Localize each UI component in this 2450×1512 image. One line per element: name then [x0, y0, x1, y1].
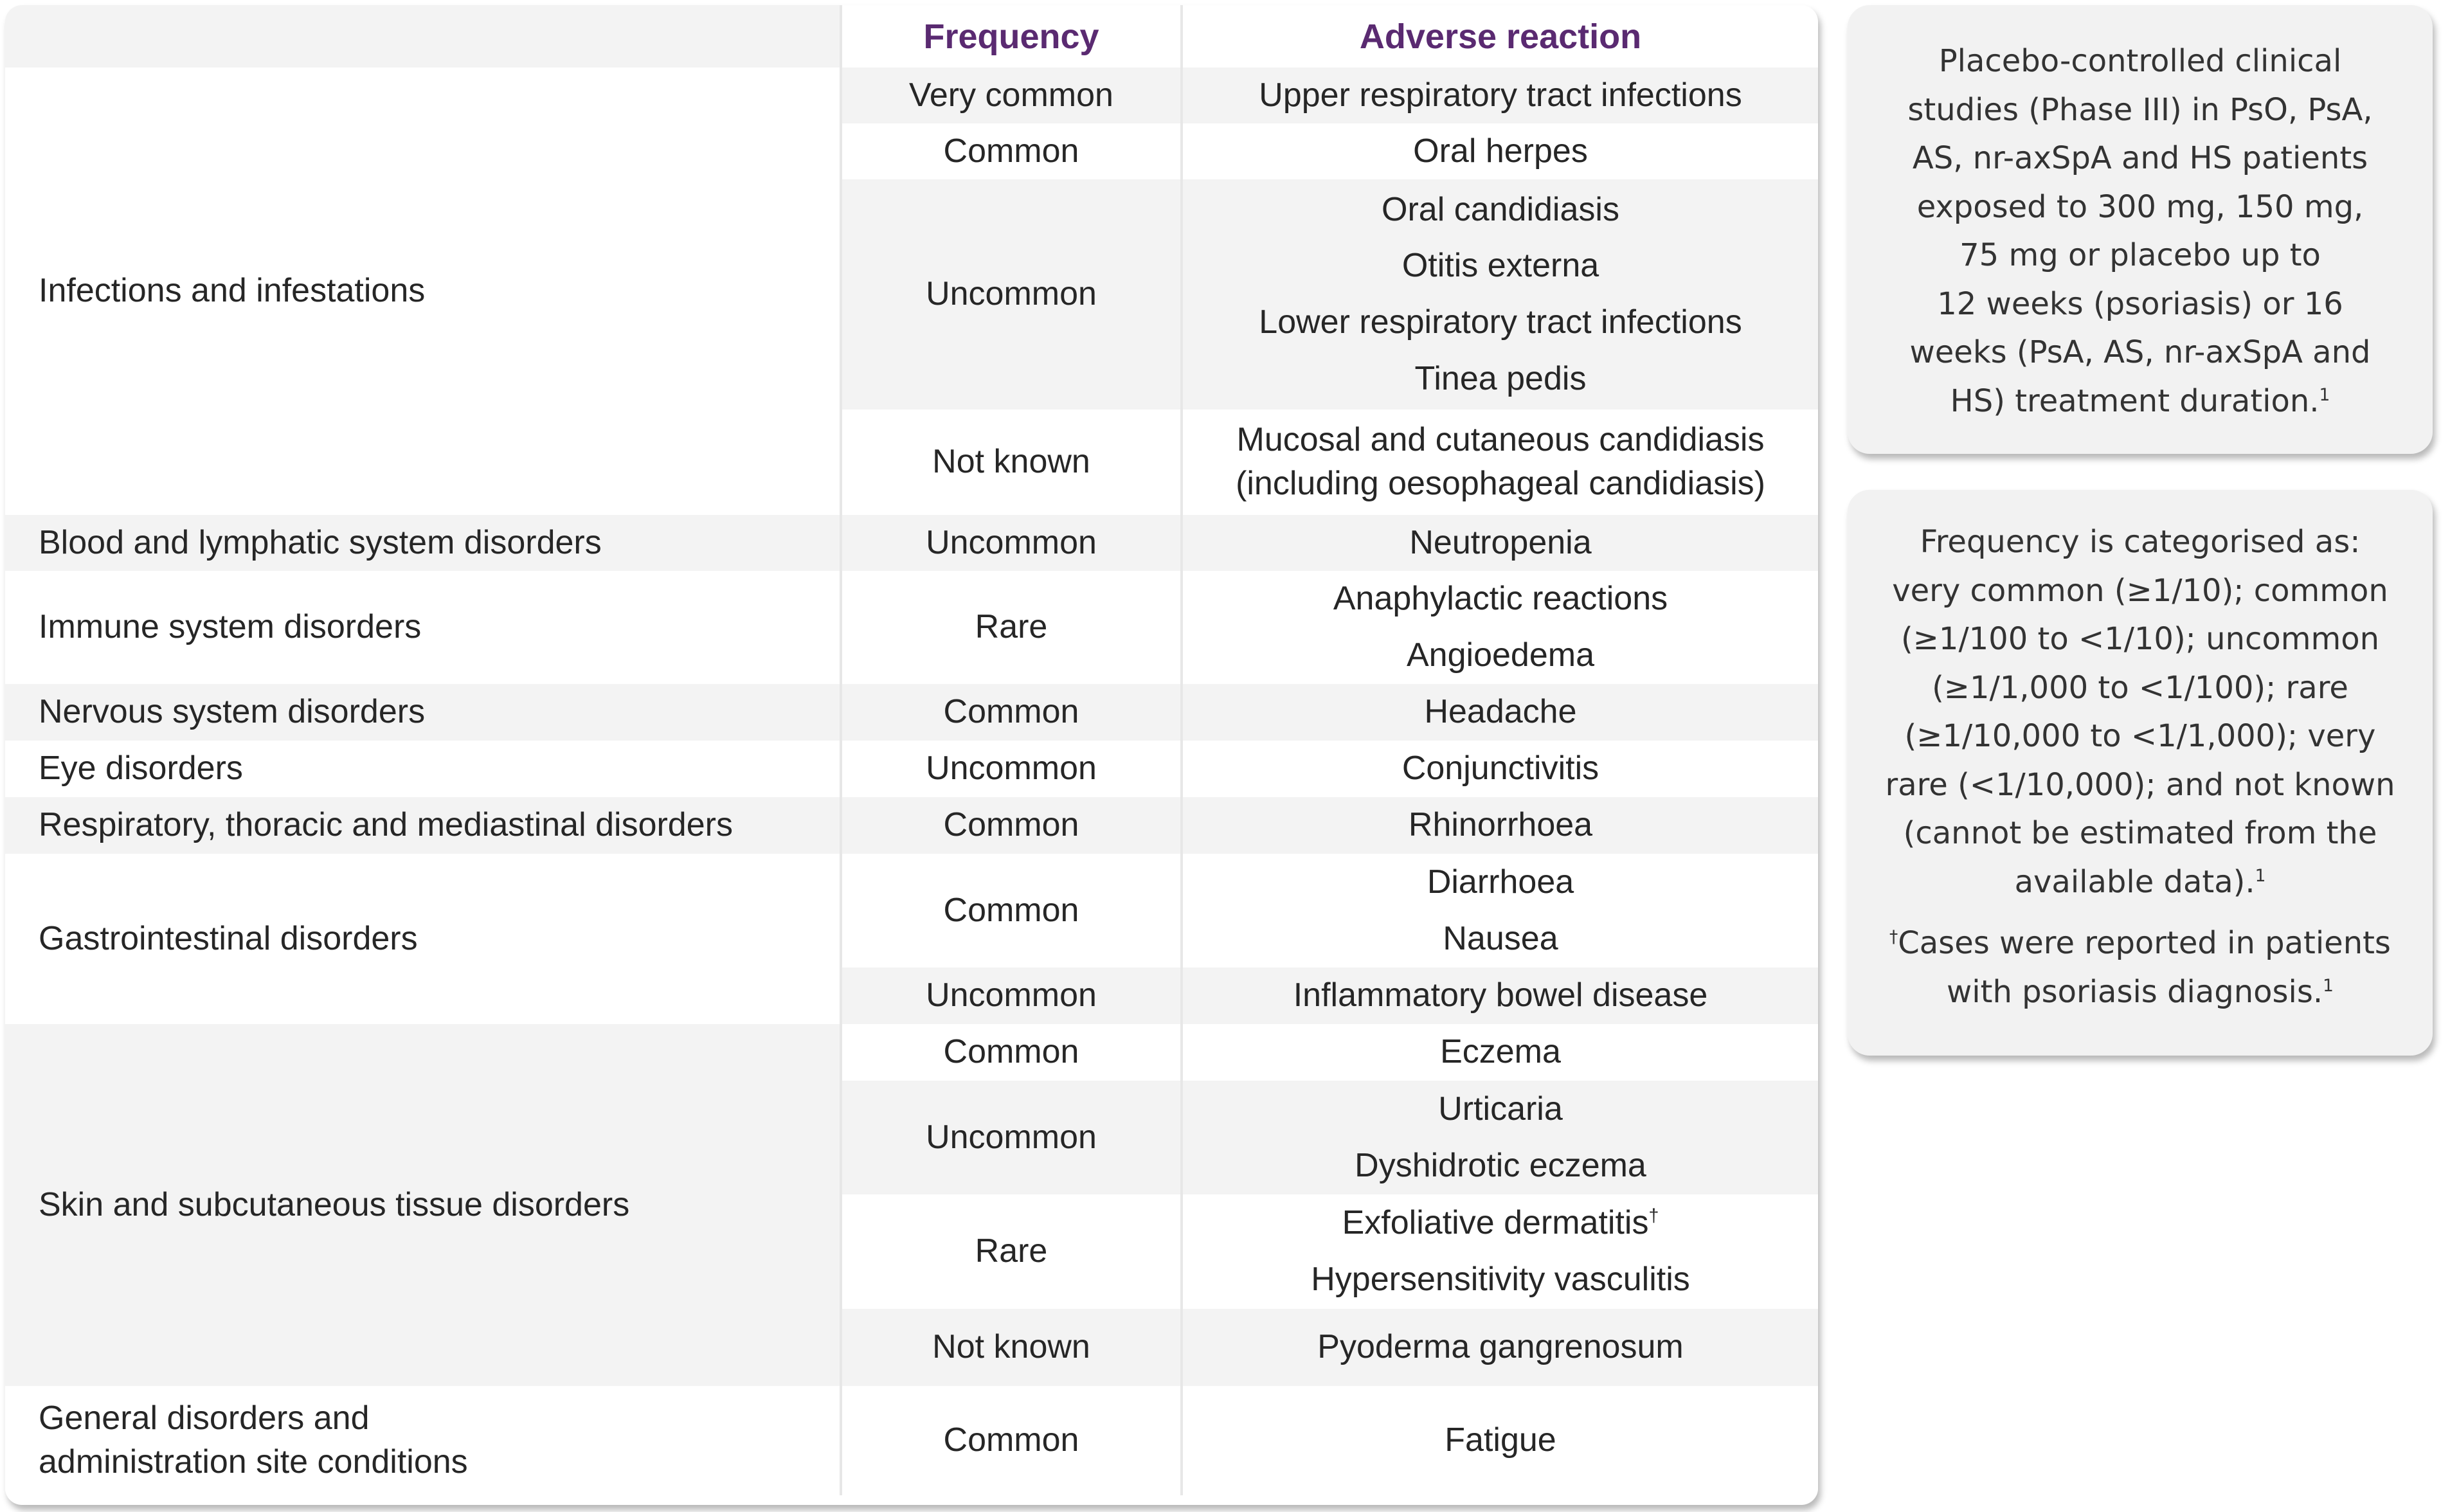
dagger-footnote	[1873, 919, 2407, 1016]
soc-cell: Nervous system disorders	[5, 684, 841, 741]
frequency-cell: Not known	[841, 1309, 1182, 1386]
frequency-definition-text	[1873, 518, 2407, 906]
reaction-cell	[1182, 68, 1818, 123]
frequency-cell: Uncommon	[841, 741, 1182, 797]
frequency-header: Frequency	[841, 5, 1182, 68]
reaction-cell	[1182, 1386, 1818, 1495]
note-line	[1873, 377, 2407, 426]
table-row	[5, 1386, 1818, 1495]
note-line: Frequency is categorised as:	[1920, 524, 2361, 560]
note-line: (≥1/100 to <1/10); uncommon	[1900, 621, 2380, 657]
reaction-text: Headache	[1424, 693, 1577, 731]
reaction-text: Neutropenia	[1409, 523, 1592, 561]
soc-cell: Immune system disorders	[5, 571, 841, 684]
reaction-text: Exfoliative dermatitis	[1342, 1204, 1649, 1242]
soc-cell: Infections and infestations	[5, 68, 841, 515]
reaction-text: Rhinorrhoea	[1408, 806, 1593, 844]
soc-cell: Eye disorders	[5, 741, 841, 797]
reference-mark: 1	[2319, 384, 2330, 405]
reaction-cell	[1182, 123, 1818, 179]
note-line	[1873, 968, 2407, 1017]
reaction-text: Conjunctivitis	[1401, 750, 1599, 788]
soc-cell: Gastrointestinal disorders	[5, 854, 841, 1024]
reaction-cell	[1182, 741, 1818, 797]
table-row	[5, 684, 1818, 741]
frequency-cell: Common	[841, 854, 1182, 968]
reaction-cell	[1182, 515, 1818, 571]
reaction-text: Pyoderma gangrenosum	[1317, 1328, 1684, 1366]
frequency-cell: Common	[841, 797, 1182, 854]
frequency-cell: Rare	[841, 1194, 1182, 1309]
soc-cell: Skin and subcutaneous tissue disorders	[5, 1024, 841, 1386]
reaction-cell	[1182, 179, 1818, 410]
table-row	[5, 741, 1818, 797]
note-line-text: Cases were reported in patients	[1898, 925, 2391, 961]
frequency-cell: Uncommon	[841, 968, 1182, 1024]
reaction-cell	[1182, 797, 1818, 854]
soc-cell: Blood and lymphatic system disorders	[5, 515, 841, 571]
frequency-cell: Very common	[841, 68, 1182, 123]
study-info-card	[1848, 5, 2433, 454]
note-line: very common (≥1/10); common	[1892, 572, 2388, 609]
soc-text: administration site conditions	[39, 1443, 468, 1480]
note-line: 12 weeks (psoriasis) or 16	[1937, 285, 2343, 322]
reaction-cell	[1182, 1024, 1818, 1081]
note-line: Placebo-controlled clinical	[1938, 43, 2342, 79]
table-row	[5, 797, 1818, 854]
note-line: weeks (PsA, AS, nr-axSpA and	[1909, 334, 2371, 370]
table-row	[5, 1024, 1818, 1081]
reaction-text: Eczema	[1440, 1033, 1561, 1071]
reaction-text: Urticaria	[1438, 1090, 1563, 1128]
note-line: (≥1/10,000 to <1/1,000); very	[1904, 718, 2376, 754]
frequency-cell: Uncommon	[841, 1081, 1182, 1194]
frequency-cell: Common	[841, 1386, 1182, 1495]
reaction-text: Diarrhoea	[1427, 863, 1574, 901]
note-line	[1873, 858, 2407, 907]
note-line-text: with psoriasis diagnosis.	[1947, 973, 2323, 1010]
reaction-text: Otitis externa	[1401, 247, 1599, 285]
reaction-cell	[1182, 571, 1818, 684]
table-row	[5, 68, 1818, 123]
frequency-cell: Uncommon	[841, 515, 1182, 571]
note-line-text: HS) treatment duration.	[1950, 382, 2319, 419]
study-info-text	[1873, 37, 2407, 426]
frequency-cell: Common	[841, 123, 1182, 179]
note-line: rare (<1/10,000); and not known	[1885, 766, 2395, 803]
reaction-text: Lower respiratory tract infections	[1259, 303, 1742, 341]
reaction-cell	[1182, 1309, 1818, 1386]
reaction-cell	[1182, 684, 1818, 741]
reaction-text: Mucosal and cutaneous candidiasis	[1236, 421, 1765, 459]
table-header-row	[5, 5, 1818, 68]
frequency-cell: Common	[841, 1024, 1182, 1081]
table-row	[5, 571, 1818, 684]
note-line: exposed to 300 mg, 150 mg,	[1916, 188, 2364, 225]
frequency-cell: Uncommon	[841, 179, 1182, 410]
reaction-text: Tinea pedis	[1414, 359, 1587, 397]
reaction-text: Hypersensitivity vasculitis	[1311, 1261, 1690, 1298]
soc-header-cell	[5, 5, 841, 68]
reaction-cell	[1182, 854, 1818, 968]
note-line: (cannot be estimated from the	[1903, 815, 2377, 851]
reaction-cell	[1182, 1194, 1818, 1309]
reaction-text: Anaphylactic reactions	[1333, 580, 1668, 618]
adverse-reactions-table	[5, 5, 1818, 1495]
reaction-text: Nausea	[1443, 919, 1558, 957]
frequency-definition-card	[1848, 490, 2433, 1056]
reaction-text: Upper respiratory tract infections	[1259, 76, 1742, 114]
note-line: (≥1/1,000 to <1/100); rare	[1932, 669, 2348, 706]
dagger-mark: †	[1889, 927, 1898, 947]
adverse-reaction-header: Adverse reaction	[1182, 5, 1818, 68]
reaction-text: Angioedema	[1407, 636, 1594, 674]
note-line-text: available data).	[2014, 863, 2255, 900]
soc-cell: Respiratory, thoracic and mediastinal disorders	[5, 797, 841, 854]
reaction-text: Oral candidiasis	[1382, 190, 1619, 228]
note-line: studies (Phase III) in PsO, PsA,	[1907, 91, 2373, 128]
note-line: AS, nr-axSpA and HS patients	[1912, 140, 2368, 176]
soc-text: General disorders and	[39, 1400, 370, 1437]
frequency-cell: Not known	[841, 410, 1182, 515]
reaction-cell	[1182, 968, 1818, 1024]
reference-mark: 1	[2255, 865, 2266, 886]
table-row	[5, 854, 1818, 968]
table-row	[5, 515, 1818, 571]
reaction-text: Dyshidrotic eczema	[1355, 1146, 1646, 1184]
reaction-text: Fatigue	[1445, 1421, 1556, 1459]
adverse-reactions-table-card	[5, 5, 1818, 1505]
frequency-cell: Common	[841, 684, 1182, 741]
note-line	[1873, 919, 2407, 968]
reaction-text: (including oesophageal candidiasis)	[1236, 465, 1765, 502]
reaction-text: Oral herpes	[1413, 132, 1588, 170]
reaction-text: Inflammatory bowel disease	[1293, 977, 1708, 1014]
dagger-mark: †	[1648, 1206, 1659, 1227]
note-line: 75 mg or placebo up to	[1959, 237, 2321, 273]
soc-cell	[5, 1386, 841, 1495]
reaction-text-with-dagger	[1183, 1195, 1818, 1252]
reaction-cell	[1182, 1081, 1818, 1194]
frequency-cell: Rare	[841, 571, 1182, 684]
reference-mark: 1	[2323, 975, 2334, 996]
reaction-cell	[1182, 410, 1818, 515]
